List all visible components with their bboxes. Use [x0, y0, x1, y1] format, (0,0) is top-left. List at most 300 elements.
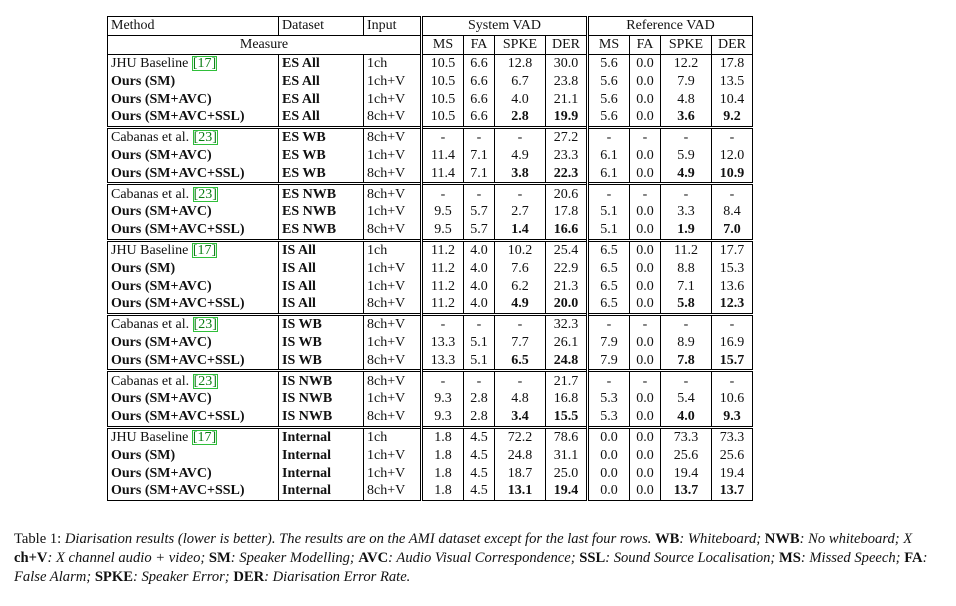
method-name: Ours (SM+AVC+SSL) — [111, 409, 245, 425]
method-cell — [108, 203, 279, 221]
input-cell: 8ch+V — [364, 108, 422, 127]
value-cell: 73.3 — [661, 427, 712, 446]
method-name: Ours (SM+AVC+SSL) — [111, 296, 245, 312]
value-cell: 6.6 — [464, 54, 495, 72]
value-cell: 13.1 — [495, 482, 546, 500]
value-cell: 13.7 — [661, 482, 712, 500]
value-cell: 6.5 — [588, 240, 630, 259]
value-cell: 0.0 — [600, 465, 618, 481]
value-cell: 25.6 — [712, 446, 753, 464]
header-measure: Measure — [108, 35, 422, 54]
dataset-cell: ES All — [279, 90, 364, 108]
value-cell: 0.0 — [600, 447, 618, 463]
method-name: Cabanas et al. — [111, 317, 190, 333]
input-cell: 1ch+V — [364, 203, 422, 221]
metric-ms-ref: MS — [588, 35, 630, 54]
value-cell: 1.4 — [495, 221, 546, 240]
table-row — [108, 259, 753, 277]
value-cell: 25.6 — [661, 446, 712, 464]
value-cell: 32.3 — [546, 314, 588, 333]
dataset-cell: ES NWB — [279, 203, 364, 221]
value-cell: 5.1 — [464, 334, 495, 352]
value-cell: 4.0 — [495, 90, 546, 108]
method-cell — [108, 427, 279, 446]
value-cell: 4.0 — [661, 408, 712, 427]
value-cell: 31.1 — [546, 446, 588, 464]
dataset-cell: ES WB — [279, 164, 364, 183]
value-cell: 4.8 — [661, 90, 712, 108]
value-cell: 5.6 — [600, 55, 618, 71]
value-cell: 4.8 — [495, 390, 546, 408]
value-cell: 24.8 — [495, 446, 546, 464]
table-row — [108, 184, 753, 203]
value-cell: - — [630, 127, 661, 146]
method-cell — [108, 221, 279, 240]
value-cell: 5.7 — [464, 221, 495, 240]
value-cell: 0.0 — [630, 334, 661, 352]
input-cell: 1ch+V — [364, 390, 422, 408]
method-cell — [108, 184, 279, 203]
input-cell: 8ch+V — [364, 295, 422, 314]
dataset-cell: IS WB — [279, 334, 364, 352]
table-row — [108, 164, 753, 183]
table-row — [108, 295, 753, 314]
table-row — [108, 314, 753, 333]
value-cell: 0.0 — [630, 221, 661, 240]
method-cell — [108, 482, 279, 500]
value-cell: 13.3 — [422, 351, 464, 370]
table-row — [108, 427, 753, 446]
header-reference-vad: Reference VAD — [588, 17, 753, 36]
caption-term: DER — [233, 569, 265, 585]
value-cell: - — [588, 184, 630, 203]
value-cell: - — [588, 314, 630, 333]
value-cell: 0.0 — [588, 482, 630, 500]
value-cell: - — [661, 127, 712, 146]
value-cell: 9.2 — [712, 108, 753, 127]
value-cell: 12.3 — [712, 295, 753, 314]
value-cell: 4.0 — [464, 295, 495, 314]
value-cell: 11.4 — [422, 164, 464, 183]
caption-segment: Diarisation results (lower is better). The results are on the AMI dataset except for the last four rows. — [64, 531, 656, 547]
input-cell: 8ch+V — [364, 184, 422, 203]
value-cell: 6.5 — [600, 278, 618, 294]
value-cell: 0.0 — [630, 108, 661, 127]
value-cell: 9.3 — [422, 390, 464, 408]
input-cell: 1ch+V — [364, 72, 422, 90]
value-cell: - — [422, 127, 464, 146]
value-cell: 6.5 — [600, 296, 618, 312]
dataset-cell: ES WB — [279, 147, 364, 165]
value-cell: - — [712, 127, 753, 146]
method-cell — [108, 72, 279, 90]
method-name: Ours (SM) — [111, 447, 176, 463]
table-row — [108, 221, 753, 240]
citation-link[interactable]: [17] — [192, 242, 217, 258]
table-row — [108, 464, 753, 482]
input-cell: 1ch+V — [364, 147, 422, 165]
value-cell: 19.9 — [546, 108, 588, 127]
value-cell: 16.9 — [712, 334, 753, 352]
value-cell: 7.6 — [495, 259, 546, 277]
value-cell: 0.0 — [630, 464, 661, 482]
method-name: Cabanas et al. — [111, 186, 190, 202]
table-header — [108, 17, 753, 55]
value-cell: - — [464, 127, 495, 146]
input-cell: 8ch+V — [364, 408, 422, 427]
input-cell: 1ch+V — [364, 259, 422, 277]
value-cell: 3.8 — [495, 164, 546, 183]
dataset-cell: ES All — [279, 72, 364, 90]
value-cell: 7.1 — [464, 164, 495, 183]
citation-link[interactable]: [23] — [193, 373, 217, 389]
caption-segment: : No whiteboard; — [799, 531, 904, 547]
value-cell: 21.3 — [546, 277, 588, 295]
method-name: Ours (SM+AVC+SSL) — [111, 222, 245, 238]
dataset-cell: Internal — [279, 464, 364, 482]
value-cell: 17.8 — [712, 54, 753, 72]
table-row — [108, 390, 753, 408]
value-cell: 12.0 — [712, 147, 753, 165]
value-cell: 8.8 — [661, 259, 712, 277]
value-cell: 6.6 — [464, 72, 495, 90]
value-cell: 6.2 — [495, 277, 546, 295]
value-cell: 1.8 — [422, 464, 464, 482]
caption-term: MS — [778, 550, 801, 566]
caption-segment: : Speaker Modelling; — [230, 550, 359, 566]
method-cell — [108, 108, 279, 127]
dataset-cell: IS All — [279, 295, 364, 314]
value-cell: - — [495, 371, 546, 390]
input-cell: 8ch+V — [364, 482, 422, 500]
table-row — [108, 90, 753, 108]
value-cell: 22.9 — [546, 259, 588, 277]
caption-term: SM — [208, 550, 231, 566]
value-cell: 10.5 — [422, 90, 464, 108]
value-cell: - — [464, 314, 495, 333]
caption-segment: : Whiteboard; — [679, 531, 765, 547]
value-cell: 4.9 — [495, 147, 546, 165]
metric-fa-ref: FA — [630, 35, 661, 54]
value-cell: 25.4 — [546, 240, 588, 259]
value-cell: 4.9 — [495, 295, 546, 314]
value-cell: 4.5 — [464, 464, 495, 482]
value-cell: 27.2 — [546, 127, 588, 146]
method-cell — [108, 408, 279, 427]
value-cell: - — [422, 184, 464, 203]
caption-segment: X — [903, 531, 913, 547]
dataset-cell: Internal — [279, 482, 364, 500]
value-cell: 7.9 — [600, 334, 618, 350]
value-cell: 10.2 — [495, 240, 546, 259]
results-table — [107, 16, 753, 501]
value-cell: 6.6 — [464, 108, 495, 127]
value-cell: - — [422, 314, 464, 333]
value-cell: 0.0 — [630, 90, 661, 108]
input-cell: 1ch+V — [364, 464, 422, 482]
method-cell — [108, 446, 279, 464]
header-dataset: Dataset — [279, 17, 364, 36]
table-row — [108, 72, 753, 90]
citation-link[interactable]: [23] — [193, 186, 217, 202]
table-row — [108, 147, 753, 165]
value-cell: 10.5 — [422, 72, 464, 90]
method-name: Ours (SM+AVC) — [111, 391, 212, 407]
method-name: Ours (SM+AVC+SSL) — [111, 109, 245, 125]
value-cell: 1.8 — [422, 446, 464, 464]
value-cell: 8.4 — [712, 203, 753, 221]
header-row — [108, 17, 753, 36]
dataset-cell: Internal — [279, 446, 364, 464]
method-name: Ours (SM+AVC) — [111, 278, 212, 294]
method-cell — [108, 127, 279, 146]
dataset-cell: Internal — [279, 427, 364, 446]
input-cell: 1ch+V — [364, 277, 422, 295]
value-cell: 0.0 — [630, 164, 661, 183]
caption-term: NWB — [764, 531, 800, 547]
value-cell: 22.3 — [546, 164, 588, 183]
value-cell: 2.8 — [495, 108, 546, 127]
value-cell: - — [630, 314, 661, 333]
value-cell: 25.0 — [546, 464, 588, 482]
value-cell: 4.0 — [464, 277, 495, 295]
value-cell: 0.0 — [630, 295, 661, 314]
method-name: Ours (SM) — [111, 73, 176, 89]
value-cell: 23.8 — [546, 72, 588, 90]
caption-term: ch+V — [14, 550, 48, 566]
caption-label: Table 1: — [14, 531, 62, 547]
value-cell: 4.5 — [464, 482, 495, 500]
value-cell: 0.0 — [588, 427, 630, 446]
caption-term: AVC — [358, 550, 389, 566]
value-cell: 5.3 — [600, 409, 618, 425]
value-cell: 0.0 — [630, 351, 661, 370]
input-cell: 1ch+V — [364, 446, 422, 464]
value-cell: 15.7 — [712, 351, 753, 370]
value-cell: 13.7 — [712, 482, 753, 500]
value-cell: - — [661, 184, 712, 203]
caption-text — [14, 531, 927, 585]
value-cell: 0.0 — [630, 147, 661, 165]
table-row — [108, 446, 753, 464]
value-cell: 6.6 — [464, 90, 495, 108]
value-cell: 10.5 — [422, 54, 464, 72]
value-cell: 23.3 — [546, 147, 588, 165]
value-cell: 72.2 — [495, 427, 546, 446]
value-cell: 1.9 — [661, 221, 712, 240]
value-cell: 4.0 — [464, 259, 495, 277]
value-cell: 0.0 — [630, 203, 661, 221]
table-row — [108, 240, 753, 259]
method-name: JHU Baseline — [111, 242, 189, 258]
value-cell: 78.6 — [546, 427, 588, 446]
citation-link[interactable]: [23] — [193, 317, 217, 333]
table-row — [108, 371, 753, 390]
method-name: Ours (SM+AVC) — [111, 91, 212, 107]
method-cell — [108, 371, 279, 390]
method-cell — [108, 164, 279, 183]
method-cell — [108, 147, 279, 165]
value-cell: 11.2 — [422, 240, 464, 259]
table-row — [108, 203, 753, 221]
value-cell: 0.0 — [630, 482, 661, 500]
value-cell: - — [464, 184, 495, 203]
value-cell: 8.9 — [661, 334, 712, 352]
metric-fa: FA — [464, 35, 495, 54]
value-cell: 7.8 — [661, 351, 712, 370]
caption-term: SSL — [579, 550, 606, 566]
method-name: Cabanas et al. — [111, 373, 190, 389]
table-row — [108, 277, 753, 295]
value-cell: - — [588, 371, 630, 390]
value-cell: 1.8 — [422, 427, 464, 446]
input-cell: 8ch+V — [364, 127, 422, 146]
value-cell: 2.7 — [495, 203, 546, 221]
caption-segment: : Speaker Error; — [132, 569, 234, 585]
value-cell: 0.0 — [630, 446, 661, 464]
value-cell: 13.3 — [422, 334, 464, 352]
dataset-cell: ES NWB — [279, 184, 364, 203]
value-cell: - — [712, 371, 753, 390]
value-cell: 0.0 — [630, 240, 661, 259]
value-cell: 10.4 — [712, 90, 753, 108]
value-cell: 0.0 — [630, 259, 661, 277]
value-cell: 3.4 — [495, 408, 546, 427]
input-cell: 1ch — [364, 240, 422, 259]
value-cell: 0.0 — [630, 54, 661, 72]
metric-ms: MS — [422, 35, 464, 54]
dataset-cell: ES All — [279, 54, 364, 72]
value-cell: - — [712, 314, 753, 333]
value-cell: 6.1 — [600, 147, 618, 163]
caption-segment: : Diarisation Error Rate. — [264, 569, 411, 585]
value-cell: - — [495, 127, 546, 146]
value-cell: 7.0 — [712, 221, 753, 240]
value-cell: - — [630, 184, 661, 203]
value-cell: 7.9 — [661, 72, 712, 90]
metric-spke-ref: SPKE — [661, 35, 712, 54]
method-cell — [108, 334, 279, 352]
input-cell: 8ch+V — [364, 314, 422, 333]
value-cell: - — [422, 371, 464, 390]
value-cell: 10.9 — [712, 164, 753, 183]
method-cell — [108, 90, 279, 108]
value-cell: 6.1 — [600, 165, 618, 181]
value-cell: - — [464, 371, 495, 390]
value-cell: 24.8 — [546, 351, 588, 370]
citation-link[interactable]: [17] — [192, 429, 217, 445]
value-cell: 5.1 — [464, 351, 495, 370]
value-cell: 19.4 — [546, 482, 588, 500]
value-cell: 5.7 — [464, 203, 495, 221]
input-cell: 8ch+V — [364, 164, 422, 183]
citation-link[interactable]: [23] — [193, 130, 217, 146]
value-cell: 6.5 — [600, 260, 618, 276]
metric-der-ref: DER — [712, 35, 753, 54]
value-cell: 5.6 — [600, 91, 618, 107]
method-name: JHU Baseline — [111, 429, 189, 445]
input-cell: 1ch+V — [364, 334, 422, 352]
method-cell — [108, 464, 279, 482]
value-cell: 7.1 — [464, 147, 495, 165]
caption-term: SPKE — [94, 569, 133, 585]
value-cell: 9.3 — [422, 408, 464, 427]
value-cell: 4.0 — [464, 240, 495, 259]
table-row — [108, 482, 753, 500]
value-cell: 17.8 — [546, 203, 588, 221]
input-cell: 8ch+V — [364, 351, 422, 370]
value-cell: 17.7 — [712, 240, 753, 259]
value-cell: 3.3 — [661, 203, 712, 221]
value-cell: 0.0 — [630, 72, 661, 90]
value-cell: 2.8 — [464, 390, 495, 408]
input-cell: 1ch — [364, 427, 422, 446]
value-cell: 0.0 — [630, 408, 661, 427]
method-name: JHU Baseline — [111, 55, 189, 71]
method-name: Ours (SM+AVC) — [111, 334, 212, 350]
input-cell: 8ch+V — [364, 221, 422, 240]
value-cell: 16.8 — [546, 390, 588, 408]
table-body — [108, 54, 753, 500]
dataset-cell: IS WB — [279, 351, 364, 370]
value-cell: - — [712, 184, 753, 203]
value-cell: 73.3 — [712, 427, 753, 446]
value-cell: - — [630, 371, 661, 390]
value-cell: 20.0 — [546, 295, 588, 314]
value-cell: 6.5 — [495, 351, 546, 370]
value-cell: 5.6 — [600, 109, 618, 125]
value-cell: 21.1 — [546, 90, 588, 108]
dataset-cell: IS All — [279, 277, 364, 295]
value-cell: 11.2 — [661, 240, 712, 259]
table-row — [108, 127, 753, 146]
method-cell — [108, 314, 279, 333]
caption-segment: : Sound Source Localisation; — [605, 550, 779, 566]
value-cell: 20.6 — [546, 184, 588, 203]
value-cell: - — [495, 314, 546, 333]
value-cell: 5.3 — [600, 391, 618, 407]
value-cell: 16.6 — [546, 221, 588, 240]
value-cell: 9.3 — [712, 408, 753, 427]
value-cell: 11.2 — [422, 259, 464, 277]
dataset-cell: IS NWB — [279, 390, 364, 408]
value-cell: 10.6 — [712, 390, 753, 408]
method-cell — [108, 240, 279, 259]
input-cell: 1ch+V — [364, 90, 422, 108]
caption-segment: : Audio Visual Correspondence; — [388, 550, 580, 566]
value-cell: 10.5 — [422, 108, 464, 127]
value-cell: - — [495, 184, 546, 203]
value-cell: 11.2 — [422, 295, 464, 314]
value-cell: 2.8 — [464, 408, 495, 427]
value-cell: 5.6 — [600, 73, 618, 89]
value-cell: - — [661, 371, 712, 390]
value-cell: 6.7 — [495, 72, 546, 90]
dataset-cell: IS NWB — [279, 371, 364, 390]
value-cell: 19.4 — [661, 464, 712, 482]
method-name: Ours (SM+AVC+SSL) — [111, 165, 245, 181]
input-cell: 8ch+V — [364, 371, 422, 390]
caption-term: WB — [655, 531, 680, 547]
input-cell: 1ch — [364, 54, 422, 72]
dataset-cell: IS WB — [279, 314, 364, 333]
caption-term: FA — [904, 550, 923, 566]
citation-link[interactable]: [17] — [192, 55, 217, 71]
value-cell: 9.5 — [422, 203, 464, 221]
value-cell: 5.8 — [661, 295, 712, 314]
value-cell: 21.7 — [546, 371, 588, 390]
metric-der: DER — [546, 35, 588, 54]
